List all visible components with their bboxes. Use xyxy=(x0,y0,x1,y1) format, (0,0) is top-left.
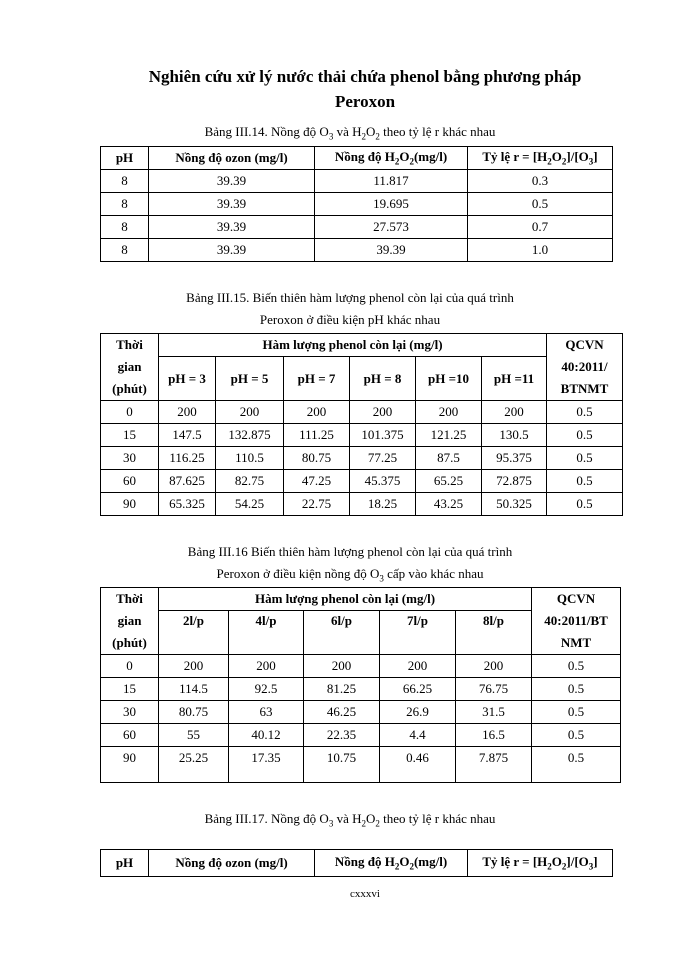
table-cell: 114.5 xyxy=(159,678,229,701)
table-cell: 39.39 xyxy=(149,216,315,239)
table14-caption: Bảng III.14. Nồng độ $O_3$ và $H_2O_2$ theo tỷ lệ r khác nhau xyxy=(204,124,496,142)
table16-header-standard: QCVN 40:2011/BT NMT xyxy=(532,588,621,655)
table-cell: 25.25 xyxy=(159,747,229,783)
table-cell: 60 xyxy=(101,724,159,747)
table-cell: 200 xyxy=(456,655,532,678)
table14-header-ph: pH xyxy=(101,147,149,170)
table15 xyxy=(100,333,623,516)
table-cell: 0.5 xyxy=(547,470,623,493)
table-cell: 90 xyxy=(101,493,159,516)
table-cell: 81.25 xyxy=(304,678,380,701)
table-row xyxy=(101,401,623,424)
table-cell: 39.39 xyxy=(149,239,315,262)
table-cell: 0.7 xyxy=(468,216,613,239)
page-number: cxxxvi xyxy=(350,888,380,900)
table-cell: 31.5 xyxy=(456,701,532,724)
table-cell: 76.75 xyxy=(456,678,532,701)
table15-header-standard: QCVN 40:2011/ BTNMT xyxy=(547,334,623,401)
table-cell: 7.875 xyxy=(456,747,532,783)
table-cell: 15 xyxy=(101,678,159,701)
table16 xyxy=(100,587,621,783)
table-cell: 47.25 xyxy=(284,470,350,493)
table16-header-time: Thời gian (phút) xyxy=(101,588,159,655)
table-row xyxy=(101,678,621,701)
table-cell: 4.4 xyxy=(380,724,456,747)
table-cell: 0.5 xyxy=(532,655,621,678)
table-cell: 43.25 xyxy=(416,493,482,516)
table-cell: 92.5 xyxy=(229,678,304,701)
table-cell: 30 xyxy=(101,701,159,724)
table-row xyxy=(101,193,613,216)
table15-col-ph11: pH =11 xyxy=(482,357,547,401)
table-cell: 77.25 xyxy=(350,447,416,470)
table-cell: 30 xyxy=(101,447,159,470)
table17 xyxy=(100,849,613,877)
table-cell: 132.875 xyxy=(216,424,284,447)
table-row xyxy=(101,701,621,724)
table-cell: 200 xyxy=(216,401,284,424)
table-cell: 0.5 xyxy=(547,424,623,447)
table-cell: 39.39 xyxy=(149,170,315,193)
table15-col-ph8: pH = 8 xyxy=(350,357,416,401)
table-cell: 8 xyxy=(101,193,149,216)
table16-col-2lp: 2l/p xyxy=(159,611,229,655)
table-cell: 39.39 xyxy=(315,239,468,262)
table-cell: 200 xyxy=(482,401,547,424)
table-cell: 121.25 xyxy=(416,424,482,447)
table-cell: 65.325 xyxy=(159,493,216,516)
table17-header-ozone: Nồng độ ozon (mg/l) xyxy=(149,850,315,877)
table16-col-8lp: 8l/p xyxy=(456,611,532,655)
table-cell: 0.5 xyxy=(532,747,621,783)
table17-header-h2o2: Nồng độ $H_2O_2(mg/l)$ xyxy=(315,850,468,877)
table-cell: 80.75 xyxy=(159,701,229,724)
table-cell: 65.25 xyxy=(416,470,482,493)
page-title-line-1: Nghiên cứu xử lý nước thải chứa phenol bằng phương pháp xyxy=(148,67,582,86)
table16-col-6lp: 6l/p xyxy=(304,611,380,655)
table14-header-ozone: Nồng độ ozon (mg/l) xyxy=(149,147,315,170)
table-cell: 110.5 xyxy=(216,447,284,470)
table-cell: 63 xyxy=(229,701,304,724)
table-cell: 46.25 xyxy=(304,701,380,724)
table15-subheader-row xyxy=(101,357,623,378)
table-row xyxy=(101,447,623,470)
table-cell: 0.5 xyxy=(532,701,621,724)
table-cell: 16.5 xyxy=(456,724,532,747)
table-cell: 10.75 xyxy=(304,747,380,783)
table15-header-group: Hàm lượng phenol còn lại (mg/l) xyxy=(159,334,547,357)
table-cell: 0 xyxy=(101,655,159,678)
table-cell: 116.25 xyxy=(159,447,216,470)
table16-col-7lp: 7l/p xyxy=(380,611,456,655)
table14-header-h2o2: Nồng độ $H_2O_2(mg/l)$ xyxy=(315,147,468,170)
table-cell: 1.0 xyxy=(468,239,613,262)
table17-caption: Bảng III.17. Nồng độ $O_3$ và $H_2O_2$ theo tỷ lệ r khác nhau xyxy=(204,811,496,829)
table-cell: 200 xyxy=(159,655,229,678)
table-row xyxy=(101,747,621,783)
table-cell: 0.46 xyxy=(380,747,456,783)
table-cell: 130.5 xyxy=(482,424,547,447)
table-cell: 147.5 xyxy=(159,424,216,447)
table-cell: 55 xyxy=(159,724,229,747)
table-cell: 19.695 xyxy=(315,193,468,216)
table-cell: 87.625 xyxy=(159,470,216,493)
table-row xyxy=(101,170,613,193)
table-cell: 39.39 xyxy=(149,193,315,216)
table-row xyxy=(101,216,613,239)
table-cell: 0.5 xyxy=(547,401,623,424)
table15-col-ph10: pH =10 xyxy=(416,357,482,401)
table-cell: 22.75 xyxy=(284,493,350,516)
table-cell: 0.5 xyxy=(468,193,613,216)
table-cell: 27.573 xyxy=(315,216,468,239)
table-cell: 26.9 xyxy=(380,701,456,724)
table-row xyxy=(101,239,613,262)
table-row xyxy=(101,470,623,493)
table-cell: 66.25 xyxy=(380,678,456,701)
table-cell: 72.875 xyxy=(482,470,547,493)
table-cell: 200 xyxy=(229,655,304,678)
page-title xyxy=(100,64,630,114)
table-row xyxy=(101,655,621,678)
table-row xyxy=(101,424,623,447)
table16-caption: Bảng III.16 Biến thiên hàm lượng phenol còn lại của quá trình Peroxon ở điều kiện nồng độ $O_3$ cấp vào khác nhau xyxy=(187,544,513,584)
table-cell: 11.817 xyxy=(315,170,468,193)
table-cell: 8 xyxy=(101,239,149,262)
table-cell: 95.375 xyxy=(482,447,547,470)
table-cell: 200 xyxy=(159,401,216,424)
table-cell: 200 xyxy=(284,401,350,424)
table-cell: 111.25 xyxy=(284,424,350,447)
table-cell: 101.375 xyxy=(350,424,416,447)
table-cell: 90 xyxy=(101,747,159,783)
table14-header-row xyxy=(101,147,613,170)
table-cell: 0.5 xyxy=(547,493,623,516)
table-cell: 0.5 xyxy=(532,724,621,747)
table-cell: 200 xyxy=(350,401,416,424)
table15-header-time: Thời gian (phút) xyxy=(101,334,159,401)
table-cell: 8 xyxy=(101,170,149,193)
table-cell: 22.35 xyxy=(304,724,380,747)
table-cell: 45.375 xyxy=(350,470,416,493)
table15-header-row xyxy=(101,334,623,357)
table15-col-ph5: pH = 5 xyxy=(216,357,284,401)
table-cell: 200 xyxy=(416,401,482,424)
table-cell: 15 xyxy=(101,424,159,447)
table-cell: 60 xyxy=(101,470,159,493)
table-cell: 0.5 xyxy=(547,447,623,470)
table-row xyxy=(101,724,621,747)
table-cell: 18.25 xyxy=(350,493,416,516)
table-cell: 17.35 xyxy=(229,747,304,783)
table-cell: 50.325 xyxy=(482,493,547,516)
table-cell: 82.75 xyxy=(216,470,284,493)
table-cell: 200 xyxy=(380,655,456,678)
table-cell: 200 xyxy=(304,655,380,678)
table-cell: 8 xyxy=(101,216,149,239)
table-cell: 0 xyxy=(101,401,159,424)
table14 xyxy=(100,146,613,262)
table-cell: 40.12 xyxy=(229,724,304,747)
table16-header-row xyxy=(101,588,621,611)
table-cell: 87.5 xyxy=(416,447,482,470)
table16-col-4lp: 4l/p xyxy=(229,611,304,655)
table-cell: 0.3 xyxy=(468,170,613,193)
table16-header-group: Hàm lượng phenol còn lại (mg/l) xyxy=(159,588,532,611)
table17-header-ph: pH xyxy=(101,850,149,877)
table-cell: 0.5 xyxy=(532,678,621,701)
table17-header-row xyxy=(101,850,613,877)
table15-caption: Bảng III.15. Biến thiên hàm lượng phenol còn lại của quá trình Peroxon ở điều kiện pH khác nhau xyxy=(186,290,514,327)
table15-col-ph3: pH = 3 xyxy=(159,357,216,401)
table17-header-ratio: Tỷ lệ $r = [H_2O_2]/[O_3]$ xyxy=(468,850,613,877)
table-row xyxy=(101,493,623,516)
table-cell: 54.25 xyxy=(216,493,284,516)
table-cell: 80.75 xyxy=(284,447,350,470)
table15-col-ph7: pH = 7 xyxy=(284,357,350,401)
table14-header-ratio: Tỷ lệ $r = [H_2O_2]/[O_3]$ xyxy=(468,147,613,170)
page-title-line-2: Peroxon xyxy=(334,92,396,111)
